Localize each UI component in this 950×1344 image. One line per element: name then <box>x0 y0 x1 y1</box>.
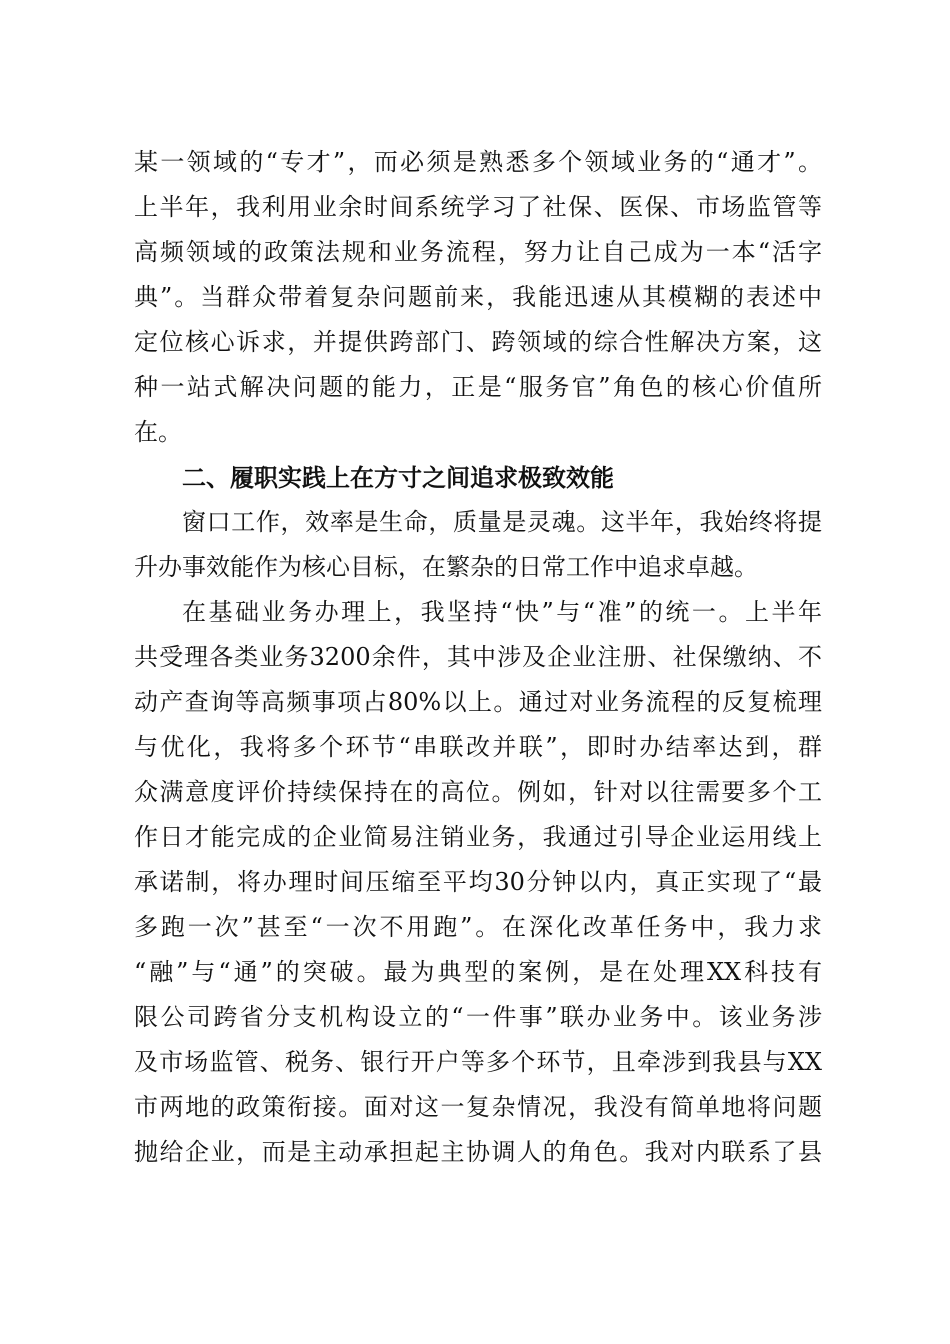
paragraph-line: 高频领域的政策法规和业务流程，努力让自己成为一本“活字 <box>134 238 822 266</box>
paragraph-line: 共受理各类业务3200余件，其中涉及企业注册、社保缴纳、不 <box>134 643 822 671</box>
section-heading: 二、履职实践上在方寸之间追求极致效能 <box>182 463 614 492</box>
paragraph-line: 抛给企业，而是主动承担起主协调人的角色。我对内联系了县 <box>134 1138 822 1166</box>
paragraph-line: 某一领域的“专才”，而必须是熟悉多个领域业务的“通才”。 <box>134 148 822 176</box>
paragraph-line: 窗口工作，效率是生命，质量是灵魂。这半年，我始终将提 <box>182 508 822 536</box>
paragraph-line: 众满意度评价持续保持在的高位。例如，针对以往需要多个工 <box>134 778 822 806</box>
paragraph-line: 多跑一次”甚至“一次不用跑”。在深化改革任务中，我力求 <box>134 913 822 941</box>
paragraph-line: 定位核心诉求，并提供跨部门、跨领域的综合性解决方案，这 <box>134 328 822 356</box>
paragraph-line: 在。 <box>134 418 182 446</box>
paragraph-line: 升办事效能作为核心目标，在繁杂的日常工作中追求卓越。 <box>134 553 758 581</box>
paragraph-line: 上半年，我利用业余时间系统学习了社保、医保、市场监管等 <box>134 193 822 221</box>
paragraph-line: “融”与“通”的突破。最为典型的案例，是在处理XX科技有 <box>134 958 822 986</box>
paragraph-line: 在基础业务办理上，我坚持“快”与“准”的统一。上半年 <box>182 598 822 626</box>
paragraph-line: 动产查询等高频事项占80%以上。通过对业务流程的反复梳理 <box>134 688 822 716</box>
paragraph-line: 种一站式解决问题的能力，正是“服务官”角色的核心价值所 <box>134 373 822 401</box>
paragraph-line: 限公司跨省分支机构设立的“一件事”联办业务中。该业务涉 <box>134 1003 822 1031</box>
paragraph-line: 典”。当群众带着复杂问题前来，我能迅速从其模糊的表述中 <box>134 283 822 311</box>
paragraph-line: 作日才能完成的企业简易注销业务，我通过引导企业运用线上 <box>134 823 822 851</box>
paragraph-line: 与优化，我将多个环节“串联改并联”，即时办结率达到，群 <box>134 733 822 761</box>
paragraph-line: 承诺制，将办理时间压缩至平均30分钟以内，真正实现了“最 <box>134 868 822 896</box>
paragraph-line: 市两地的政策衔接。面对这一复杂情况，我没有简单地将问题 <box>134 1093 822 1121</box>
paragraph-line: 及市场监管、税务、银行开户等多个环节，且牵涉到我县与XX <box>134 1048 822 1076</box>
